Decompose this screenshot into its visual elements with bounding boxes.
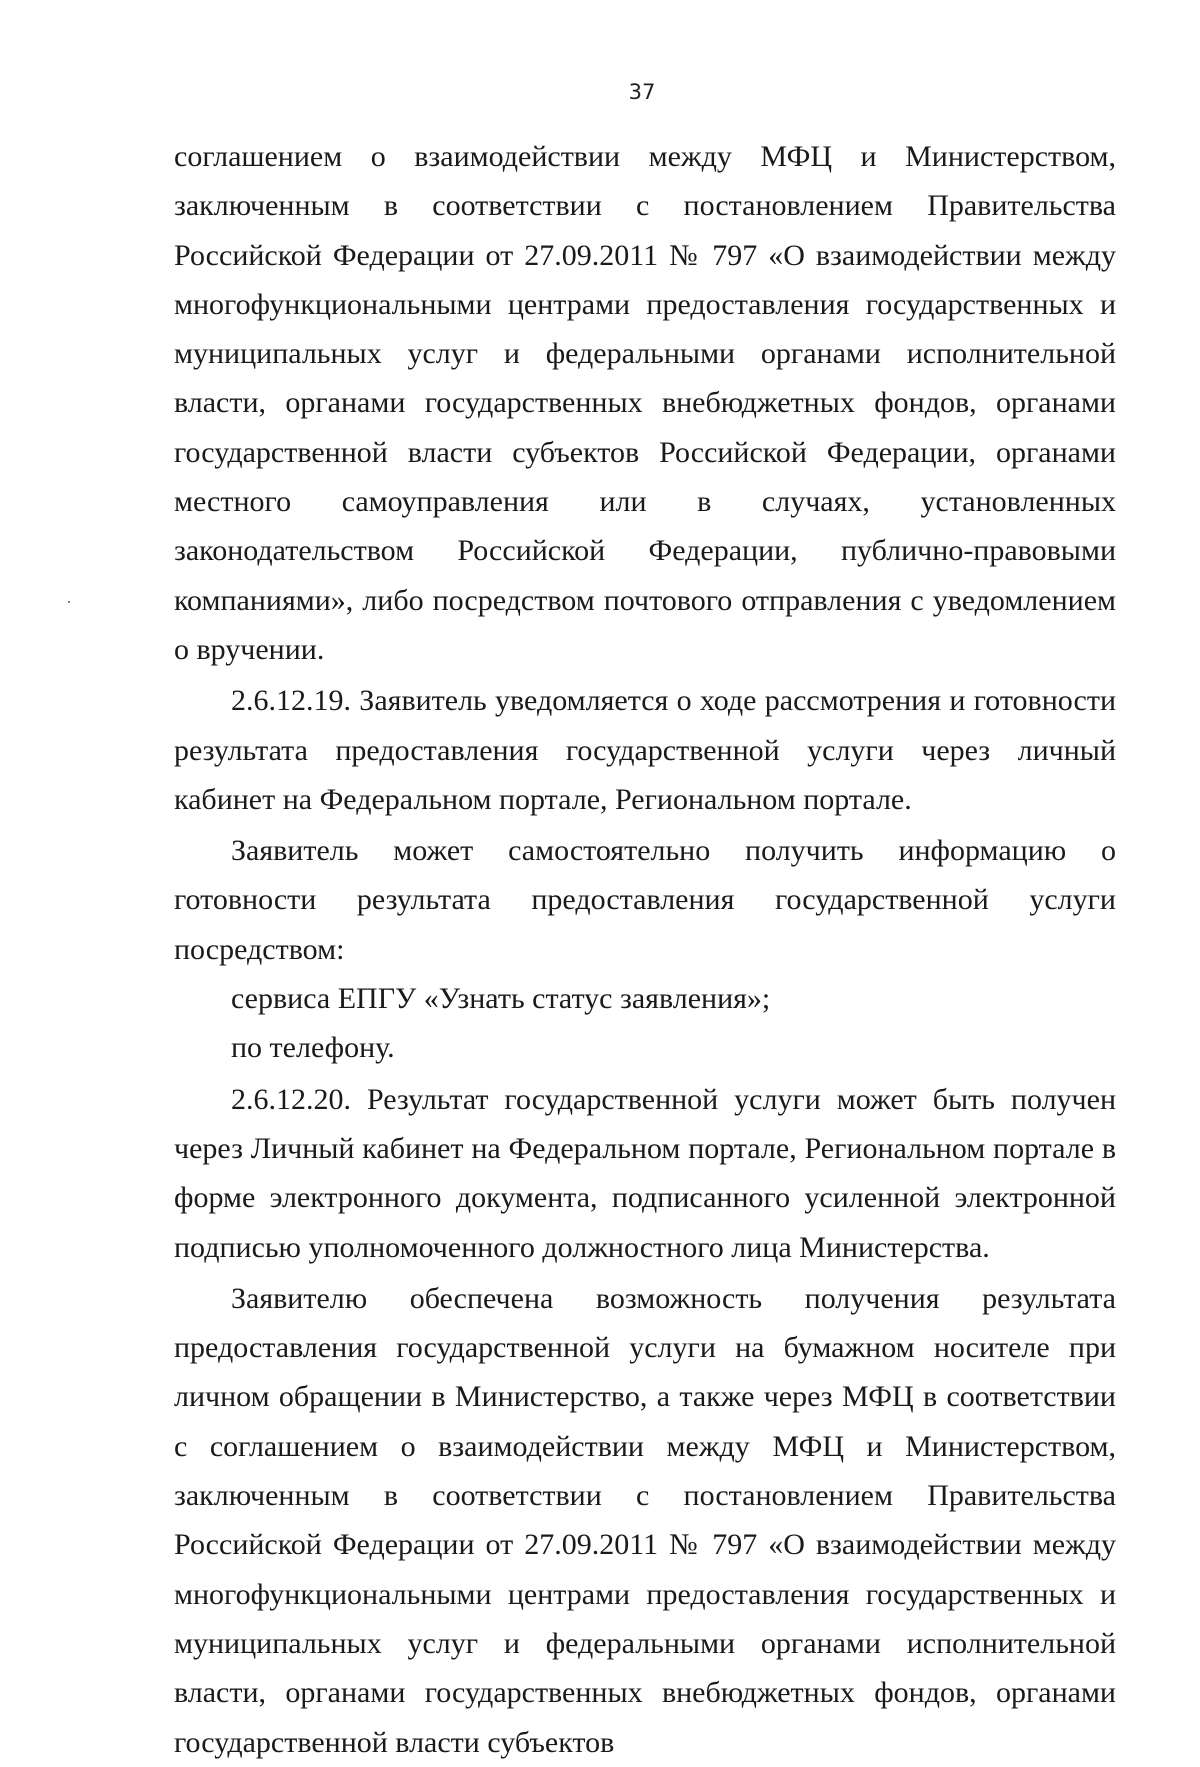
paragraph-continuation: соглашением о взаимодействии между МФЦ и Министерством, заключенным в соответствии с постановлением Правительства Российской Федерации от 27.09.2011 № 797 «О взаимодействии между многофункциональными центрами предоставления государственных и муниципальных услуг и федеральными органами исполнительной власти, органами государственных внебюджетных фондов, органами государственной власти субъектов Российской Федерации, органами местного самоуправления или в случаях, установленных законодательством Российской Федерации, публично-правовыми компаниями», либо посредством почтового отправления с уведомлением о вручении. <box>174 140 1116 666</box>
paragraph-epgu-service: сервиса ЕПГУ «Узнать статус заявления»; <box>231 982 771 1016</box>
paragraph-2-6-12-19: 2.6.12.19. Заявитель уведомляется о ходе рассмотрения и готовности результата предоставления государственной услуги через личный кабинет на Федеральном портале, Региональном портале. <box>174 684 1116 816</box>
document-body <box>174 132 1116 1767</box>
page-number: 37 <box>628 80 656 104</box>
paragraph-2-6-12-20: 2.6.12.20. Результат государственной услуги может быть получен через Личный кабинет на Федеральном портале, Региональном портале в форме электронного документа, подписанного усиленной электронной подписью уполномоченного должностного лица Министерства. <box>174 1082 1116 1264</box>
paragraph-by-phone: по телефону. <box>231 1031 395 1065</box>
paragraph-status-info: Заявитель может самостоятельно получить информацию о готовности результата предоставления государственной услуги посредством: <box>174 834 1116 966</box>
scan-speck <box>68 601 70 603</box>
paragraph-paper-result: Заявителю обеспечена возможность получения результата предоставления государственной услуги на бумажном носителе при личном обращении в Министерство, а также через МФЦ в соответствии с соглашением о взаимодействии между МФЦ и Министерством, заключенным в соответствии с постановлением Правительства Российской Федерации от 27.09.2011 № 797 «О взаимодействии между многофункциональными центрами предоставления государственных и муниципальных услуг и федеральными органами исполнительной власти, органами государственных внебюджетных фондов, органами государственной власти субъектов <box>174 1281 1116 1759</box>
